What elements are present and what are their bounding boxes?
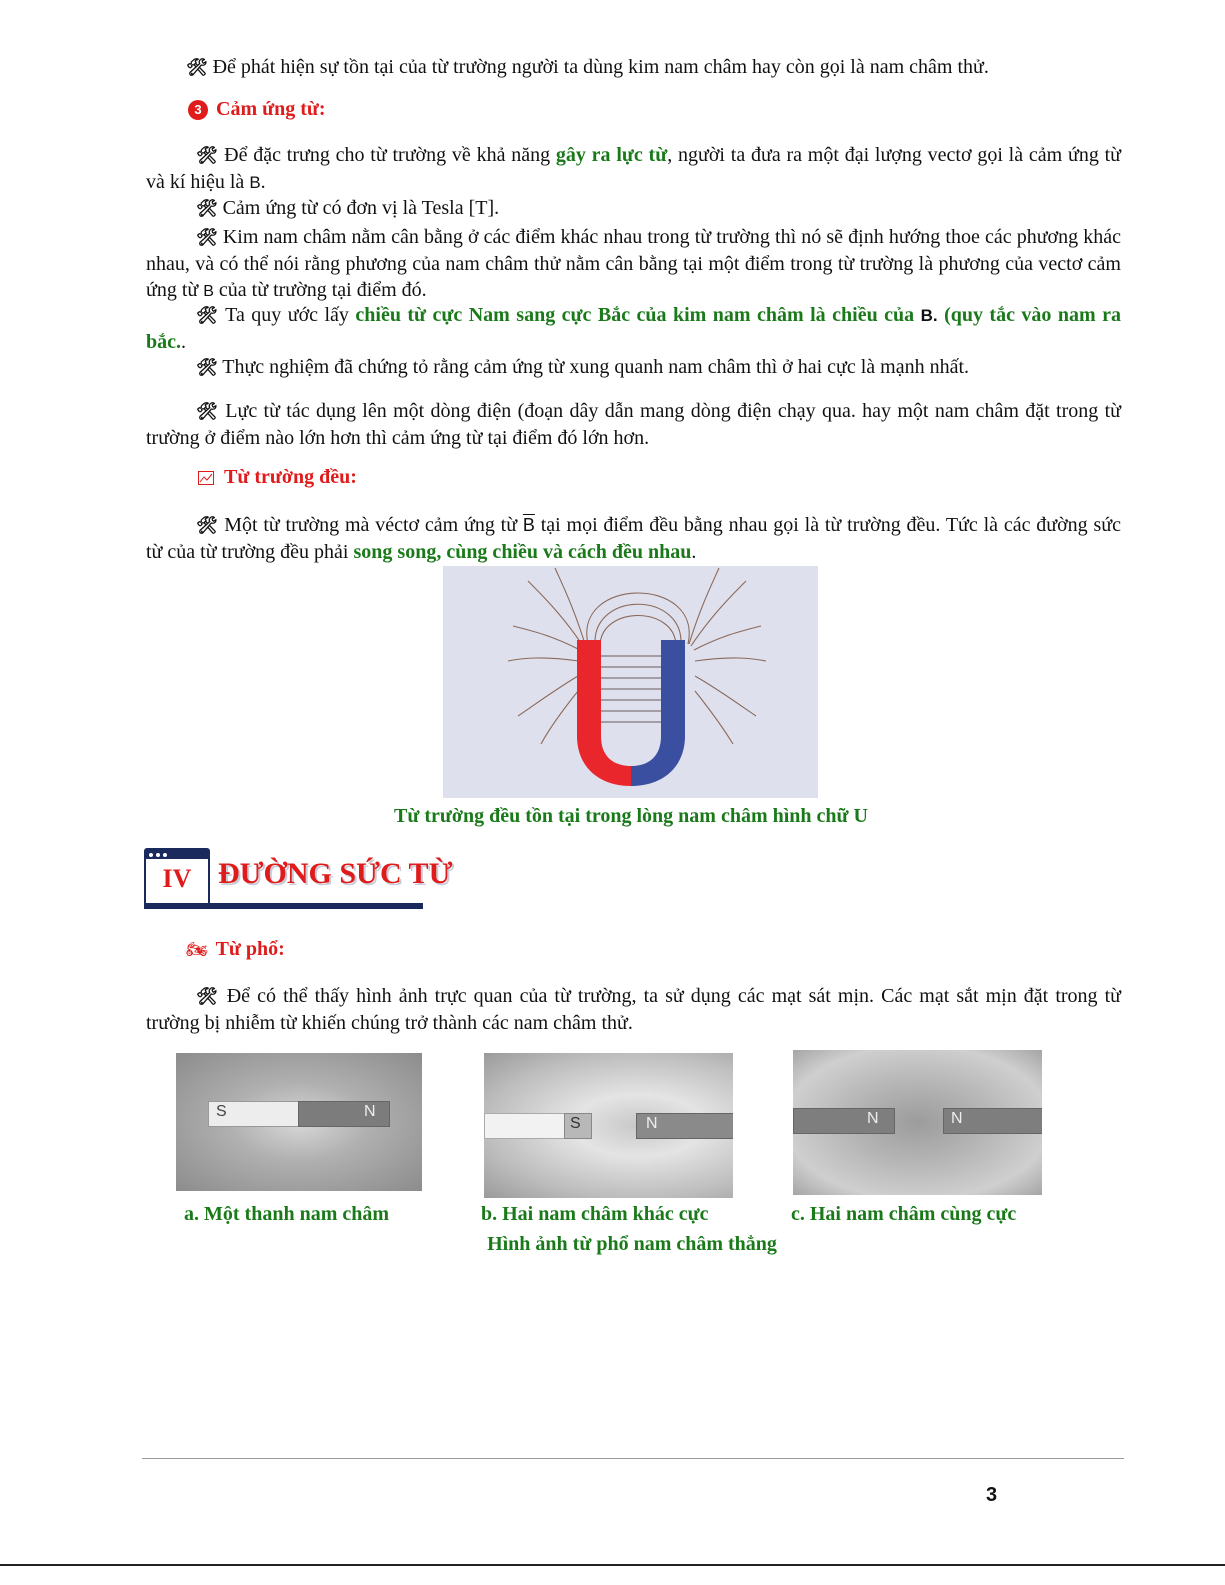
tools-icon: 🛠 <box>196 402 219 422</box>
window-bar <box>146 850 208 859</box>
chart-icon <box>198 471 214 485</box>
magnet-left-white <box>484 1113 566 1139</box>
vector-b-symbol: B <box>249 173 261 192</box>
para-detect-field: 🛠 Để phát hiện sự tồn tại của từ trường người ta dùng kim nam châm hay còn gọi là nam châm thử. <box>186 56 989 78</box>
motorcycle-icon: 🏍 <box>186 939 208 960</box>
page-number: 3 <box>986 1484 998 1506</box>
tools-icon: 🛠 <box>196 358 218 378</box>
section-heading-magnetic-induction <box>188 98 326 121</box>
subheading-magnetic-spectrum <box>186 938 285 961</box>
para-direction-convention: 🛠 Ta quy ước lấy chiều từ cực Nam sang cực Bắc của kim nam châm là chiều của B. (quy tắc vào nam ra bắc.. <box>146 304 1121 353</box>
subheading-uniform-field <box>198 466 357 489</box>
vector-b-symbol: $\overline{B}$ <box>522 515 535 535</box>
photo-like-poles <box>793 1050 1042 1195</box>
u-magnet-figure <box>443 566 818 798</box>
tools-icon: 🛠 <box>196 146 219 166</box>
section-title: Cảm ứng từ: <box>216 98 326 120</box>
figure-caption-u-magnet: Từ trường đều tồn tại trong lòng nam châm hình chữ U <box>394 805 868 827</box>
para-strongest-at-poles: 🛠 Thực nghiệm đã chứng tỏ rằng cảm ứng từ xung quanh nam châm thì ở hai cực là mạnh nhất. <box>196 356 970 378</box>
para-iron-filings: 🛠 Để có thể thấy hình ảnh trực quan của từ trường, ta sử dụng các mạt sát mịn. Các mạt sắt mịn đặt trong từ trường bị nhiễm từ khiến chúng trở thành các nam châm thử. <box>146 985 1121 1034</box>
vector-b-symbol: B <box>203 283 214 300</box>
pole-label-n: N <box>951 1110 963 1127</box>
caption-photo-c: c. Hai nam châm cùng cực <box>791 1203 1017 1225</box>
photo-opposite-poles <box>484 1053 733 1198</box>
caption-photo-b: b. Hai nam châm khác cực <box>481 1203 709 1225</box>
pole-label-n: N <box>364 1103 376 1120</box>
vector-b-symbol: B. <box>920 306 938 325</box>
para-compass-direction: 🛠 Kim nam châm nằm cân bằng ở các điểm khác nhau trong từ trường thì nó sẽ định hướng thoe các phương khác nhau, và có thể nói rằng phương của nam châm thử nằm cân bằng tại một điểm trong từ trường là phương của vectơ cảm ứng từ B của từ trường tại điểm đó. <box>146 226 1121 301</box>
tools-icon: 🛠 <box>186 58 208 78</box>
u-magnet-field-lines <box>443 566 818 798</box>
photo-single-bar-magnet <box>176 1053 422 1191</box>
caption-photo-a: a. Một thanh nam châm <box>184 1203 390 1225</box>
magnet-n-half <box>298 1101 390 1127</box>
para-force-strength: 🛠 Lực từ tác dụng lên một dòng điện (đoạn dây dẫn mang dòng điện chạy qua. hay một nam châm đặt trong từ trường ở điểm nào lớn hơn thì cảm ứng từ tại điểm đó lớn hơn. <box>146 400 1121 449</box>
tools-icon: 🛠 <box>196 306 220 326</box>
para-induction-definition: 🛠 Để đặc trưng cho từ trường về khả năng gây ra lực từ, người ta đưa ra một đại lượng vectơ gọi là cảm ứng từ và kí hiệu là B. <box>146 144 1122 193</box>
section-iv-badge <box>144 848 210 906</box>
magnet-left <box>793 1108 895 1134</box>
tools-icon: 🛠 <box>196 516 219 536</box>
pole-label-s: S <box>216 1103 227 1120</box>
pole-label-n: N <box>646 1115 658 1132</box>
subheading-title: Từ trường đều: <box>224 466 357 488</box>
section-underline <box>144 903 423 909</box>
para-uniform-field-definition: 🛠 Một từ trường mà véctơ cảm ứng từ $\overline{B}$ tại mọi điểm đều bằng nhau gọi là từ trường đều. Tức là các đường sức từ của từ trường đều phải song song, cùng chiều và cách đều nhau. <box>146 514 1121 563</box>
tools-icon: 🛠 <box>196 228 218 248</box>
page-bottom-edge <box>0 1564 1225 1566</box>
pole-label-s: S <box>570 1115 581 1132</box>
section-title-field-lines: ĐƯỜNG SỨC TỪ <box>218 857 453 890</box>
roman-numeral: IV <box>162 864 192 893</box>
footer-rule <box>142 1458 1124 1459</box>
figure-caption-spectrum: Hình ảnh từ phổ nam châm thẳng <box>487 1233 777 1255</box>
subheading-title: Từ phổ: <box>215 938 285 960</box>
tools-icon: 🛠 <box>196 987 220 1007</box>
tools-icon: 🛠 <box>196 199 218 219</box>
section-number-badge: 3 <box>188 100 208 120</box>
para-tesla-unit: 🛠 Cảm ứng từ có đơn vị là Tesla [T]. <box>196 197 500 219</box>
pole-label-n: N <box>867 1110 879 1127</box>
